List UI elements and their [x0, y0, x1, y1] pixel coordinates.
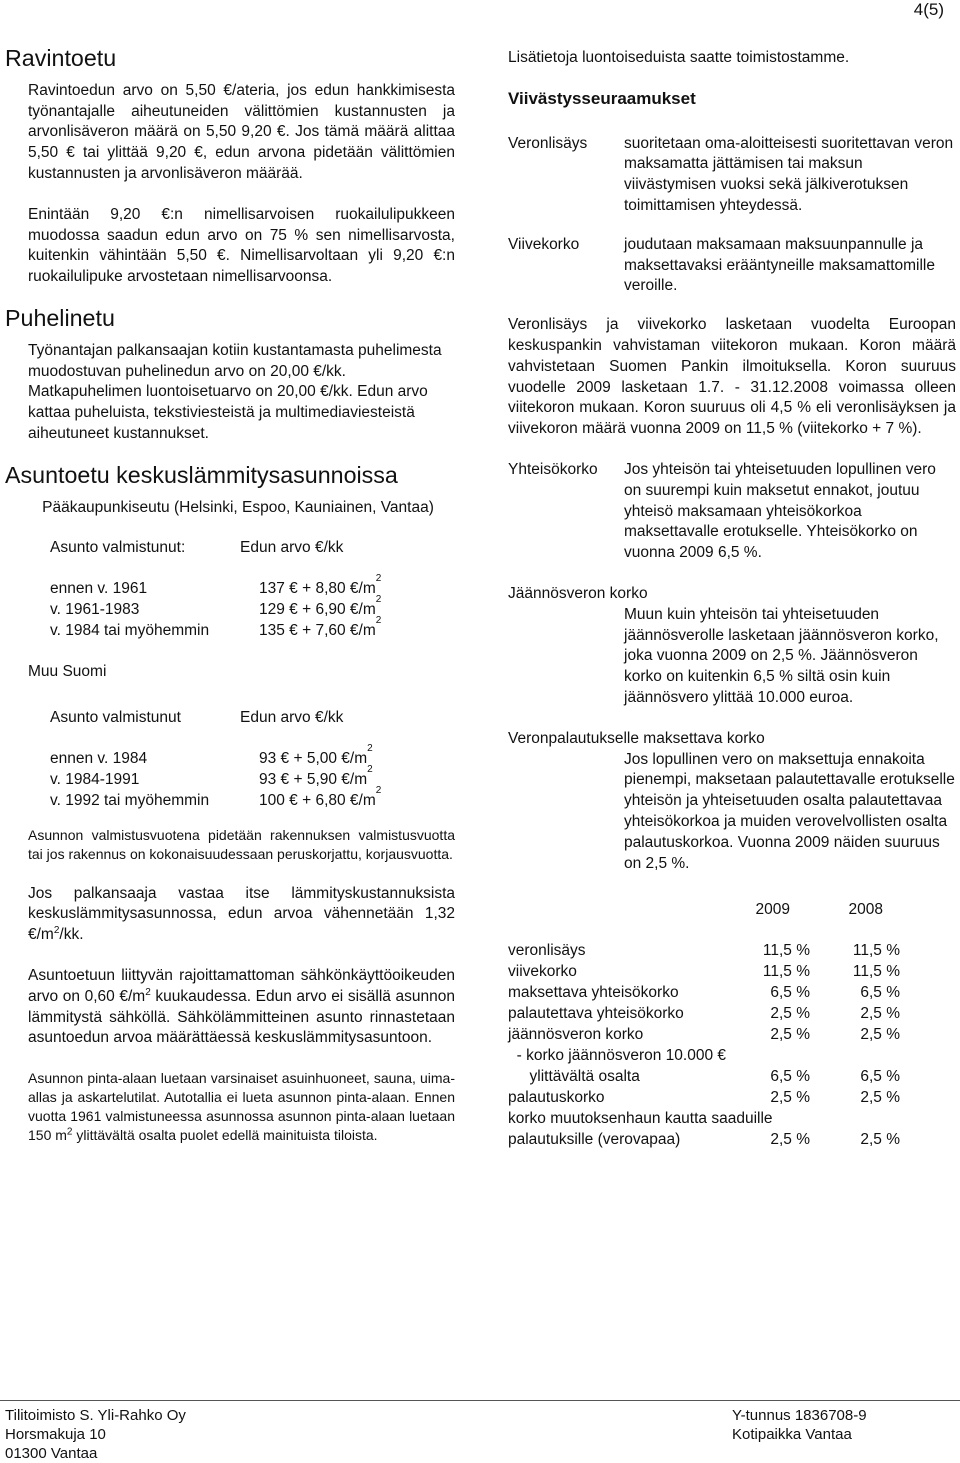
rates-table-row: viivekorko 11,5 % 11,5 % — [508, 963, 900, 981]
rates-paragraph: Veronlisäys ja viivekorko lasketaan vuodelta Euroopan keskuspankin vahvistaman viitekoron mukaan. Koron määrä vahvistetaan Suomen Pankin ilmoituksella. Koron suuruus vuodelle 2009 lasketaan 1.7. - 31.12.2008 voimassa olleen viitekoron mukaan. Koron suuruus oli 4,5 % eli veronlisäyksen ja viivekoron määrä vuonna 2009 on 11,5 % (viitekorko + 7 %). — [508, 316, 956, 438]
heading-jaannosveron-korko: Jäännösveron korko — [508, 584, 648, 602]
rates-table — [508, 900, 956, 1151]
veronpalautus-korko-text: Jos lopullinen vero on maksettuja ennakoita pienempi, maksetaan palautettavalle erotukselle yhteisön ja yhteisetuuden osalta palautettavaa yhteisökorkoa ja muiden verovelvollisten osalta palautuskorkoa. Vuonna 2009 näiden suuruus on 2,5 %. — [624, 750, 955, 872]
table-other — [50, 708, 455, 811]
table-row: ennen v. 1984 93 € + 5,00 €/m 2 — [50, 743, 373, 768]
rates-table-row: palautuskorko 2,5 % 2,5 % — [508, 1089, 900, 1107]
ravintoetu-paragraph-1: Ravintoedun arvo on 5,50 €/ateria, jos edun hankkimisesta työnantajalle aiheutuneiden välittömien kustannusten ja arvonlisäveron määrä on 5,50 9,20 €. Jos tämä määrä alittaa 5,50 € tai ylittää 9,20 €, edun arvona pidetään välittömien kustannusten ja arvonlisäveron määrää. — [28, 81, 455, 182]
footer-street: Horsmakuja 10 — [5, 1426, 106, 1443]
rates-table-header: 2009 2008 — [755, 901, 883, 919]
rates-table-row: palautettava yhteisökorko 2,5 % 2,5 % — [508, 1005, 900, 1023]
heading-asuntoetu: Asuntoetu keskuslämmitysasunnoissa — [5, 461, 398, 488]
rates-table-row: korko muutoksenhaun kautta saaduille — [508, 1110, 773, 1128]
rates-table-row: ylittävältä osalta 6,5 % 6,5 % — [508, 1068, 900, 1086]
table-header: Asunto valmistunut: Edun arvo €/kk — [50, 539, 344, 557]
term-row-viivekorko: Viivekorko joudutaan maksamaan maksuunpannulle ja maksettavaksi erääntyneille maksamattomille veroille. — [508, 235, 935, 295]
intro-line: Lisätietoja luontoiseduista saatte toimistostamme. — [508, 49, 850, 66]
footer-business-id: Y-tunnus 1836708-9 — [732, 1407, 867, 1424]
electricity-paragraph: Asuntoetuun liittyvän rajoittamattoman sähkönkäyttöoikeuden arvo on 0,60 $€/m^2$ kuukaudessa. Edun arvo ei sisällä asunnon lämmitystä sähköllä. Sähkölämmitteinen asunto rinnastetaan asuntoedun arvoa määrättäessä keskuslämmitysasuntoon. — [28, 966, 455, 1047]
term-row-veronlisays: Veronlisäys suoritetaan oma-aloitteisesti suoritettavan veron maksamatta jättämisen tai maksun viivästymisen vuoksi sekä jälkiverotuksen toimittamisen yhteydessä. — [508, 134, 954, 214]
rates-table-row: - korko jäännösveron 10.000 € — [508, 1047, 726, 1065]
jaannosveron-korko-text: Muun kuin yhteisön tai yhteisetuuden jäännösverolle lasketaan jäännösveron korko, joka vuonna 2009 on 2,5 %. Jäännösveron korko on kuitenkin 6,5 % siltä osin kuin jäännösvero ylittää 10.000 euroa. — [624, 605, 939, 706]
rates-table-row: maksettava yhteisökorko 6,5 % 6,5 % — [508, 984, 900, 1002]
footer-company-name: Tilitoimisto S. Yli-Rahko Oy — [5, 1407, 186, 1424]
right-column — [508, 48, 956, 1151]
footer-city: 01300 Vantaa — [5, 1445, 98, 1462]
heading-veronpalautus-korko: Veronpalautukselle maksettava korko — [508, 729, 765, 747]
heading-puhelinetu: Puhelinetu — [5, 304, 115, 331]
heading-ravintoetu: Ravintoetu — [5, 45, 117, 71]
left-column — [5, 45, 455, 1145]
table-header: Asunto valmistunut Edun arvo €/kk — [50, 709, 344, 727]
rates-table-row: jäännösveron korko 2,5 % 2,5 % — [508, 1026, 900, 1044]
table-row: ennen v. 1961 137 € + 8,80 €/m 2 — [50, 573, 382, 598]
rates-table-row: palautuksille (verovapaa) 2,5 % 2,5 % — [508, 1131, 900, 1149]
ravintoetu-paragraph-2: Enintään 9,20 €:n nimellisarvoisen ruokailulipukkeen muodossa saadun edun arvo on 75 % sen nimellisarvosta, kuitenkin vähintään 5,50 €. Nimellisarvoltaan yli 9,20 €:n ruokailulipuke arvostetaan nimellisarvoonsa. — [28, 205, 455, 286]
term-row-yhteisokorko: Yhteisökorko Jos yhteisön tai yhteisetuuden lopullinen vero on suurempi kuin maksetut ennakot, joutuu yhteisö maksamaan yhteisökorkoa maksettavalle erotukselle. Yhteisökorko on vuonna 2009 6,5 %. — [508, 460, 936, 562]
note-construction-year: Asunnon valmistusvuotena pidetään rakennuksen valmistusvuotta tai jos rakennus on kokonaisuudessaan peruskorjattu, korjausvuotta. — [28, 826, 455, 862]
table-row: v. 1984 tai myöhemmin 135 € + 7,60 €/m 2 — [50, 614, 382, 639]
table-capital — [50, 538, 455, 641]
table-row: v. 1961-1983 129 € + 6,90 €/m 2 — [50, 593, 382, 618]
heading-viivastysseuraamukset: Viivästysseuraamukset — [508, 88, 696, 108]
region-capital: Pääkaupunkiseutu (Helsinki, Espoo, Kauniainen, Vantaa) — [42, 498, 434, 516]
region-other: Muu Suomi — [28, 662, 107, 680]
footer-divider — [0, 1400, 960, 1401]
table-row: v. 1992 tai myöhemmin 100 € + 6,80 €/m 2 — [50, 784, 382, 809]
footer-company — [5, 1406, 186, 1463]
page-number: 4(5) — [913, 0, 944, 19]
rates-table-row: veronlisäys 11,5 % 11,5 % — [508, 942, 900, 960]
table-row: v. 1984-1991 93 € + 5,90 €/m 2 — [50, 763, 373, 788]
heating-paragraph: Jos palkansaaja vastaa itse lämmityskustannuksista keskuslämmitysasunnossa, edun arvoa vähennetään 1,32 $€/m^2/kk$. — [28, 884, 455, 944]
rates-table-body — [508, 941, 956, 1151]
puhelinetu-paragraph: Työnantajan palkansaajan kotiin kustantamasta puhelimesta muodostuvan puhelinedun arvo on 20,00 €/kk. Matkapuhelimen luontoisetuarvo on 20,00 €/kk. Edun arvo kattaa puheluista, tekstiviesteistä ja multimediaviesteistä aiheutuneet kustannukset. — [28, 341, 442, 442]
footer-registration — [732, 1406, 867, 1444]
footer-domicile: Kotipaikka Vantaa — [732, 1426, 852, 1443]
note-floor-area: Asunnon pinta-alaan luetaan varsinaiset asuinhuoneet, sauna, uima-allas ja askartelutilat. Autotallia ei lueta asunnon pinta-alaan. Ennen vuotta 1961 valmistuneessa asunnossa asunnon pinta-alaan luetaan 150 $m^2$ ylittävältä osalta puolet edellä mainituista tiloista. — [28, 1070, 455, 1144]
